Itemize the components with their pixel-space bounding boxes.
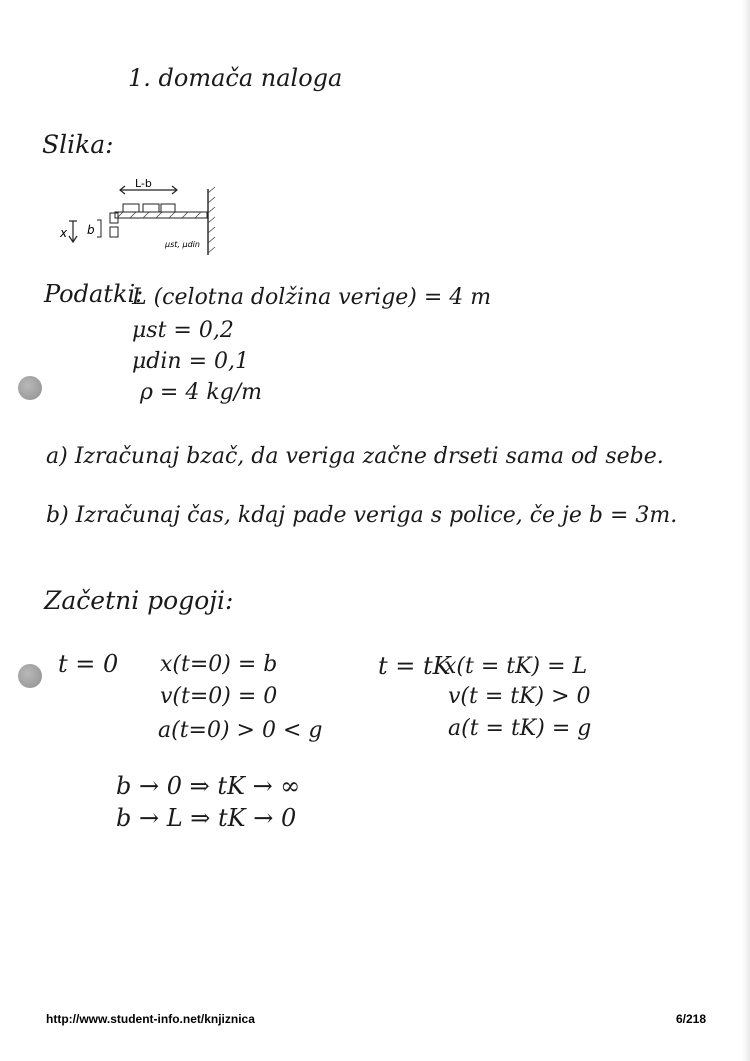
- condition-right-line-3: a(t = tK) = g: [448, 716, 592, 741]
- figure-top-label: L-b: [135, 177, 152, 190]
- limit-line-1: b → 0 ⇒ tK → ∞: [116, 772, 301, 800]
- condition-right-time: t = tK: [378, 652, 451, 680]
- figure-label: Slika:: [42, 130, 114, 159]
- data-line-mu-dynamic: μdin = 0,1: [132, 349, 249, 374]
- page-edge-shadow: [742, 0, 750, 1061]
- data-line-density: ρ = 4 kg/m: [140, 380, 263, 405]
- condition-left-line-3: a(t=0) > 0 < g: [158, 718, 323, 743]
- condition-left-line-1: x(t=0) = b: [160, 652, 278, 677]
- question-a: a) Izračunaj bzač, da veriga začne drseti sama od sebe.: [46, 444, 664, 469]
- condition-left-time: t = 0: [58, 650, 119, 678]
- figure-friction-label: μst, μdin: [165, 240, 200, 249]
- condition-right-line-1: x(t = tK) = L: [444, 654, 588, 679]
- figure-b-label: b: [87, 223, 95, 237]
- footer-url: http://www.student-info.net/knjiznica: [46, 1012, 255, 1026]
- initial-conditions-heading: Začetni pogoji:: [44, 586, 234, 615]
- condition-right-line-2: v(t = tK) > 0: [448, 684, 591, 709]
- condition-left-line-2: v(t=0) = 0: [160, 684, 278, 709]
- punch-hole-top: [18, 376, 42, 400]
- limit-line-2: b → L ⇒ tK → 0: [116, 804, 297, 832]
- question-b: b) Izračunaj čas, kdaj pade veriga s police, če je b = 3m.: [46, 503, 678, 528]
- page-title: 1. domača naloga: [128, 64, 343, 92]
- punch-hole-bottom: [18, 664, 42, 688]
- footer-page-number: 6/218: [675, 1012, 706, 1026]
- figure-x-label: x: [60, 226, 68, 240]
- chain-shelf-figure: [55, 175, 235, 260]
- data-label: Podatki:: [44, 280, 144, 308]
- data-line-mu-static: μst = 0,2: [132, 318, 234, 343]
- data-line-length: L (celotna dolžina verige) = 4 m: [132, 285, 492, 310]
